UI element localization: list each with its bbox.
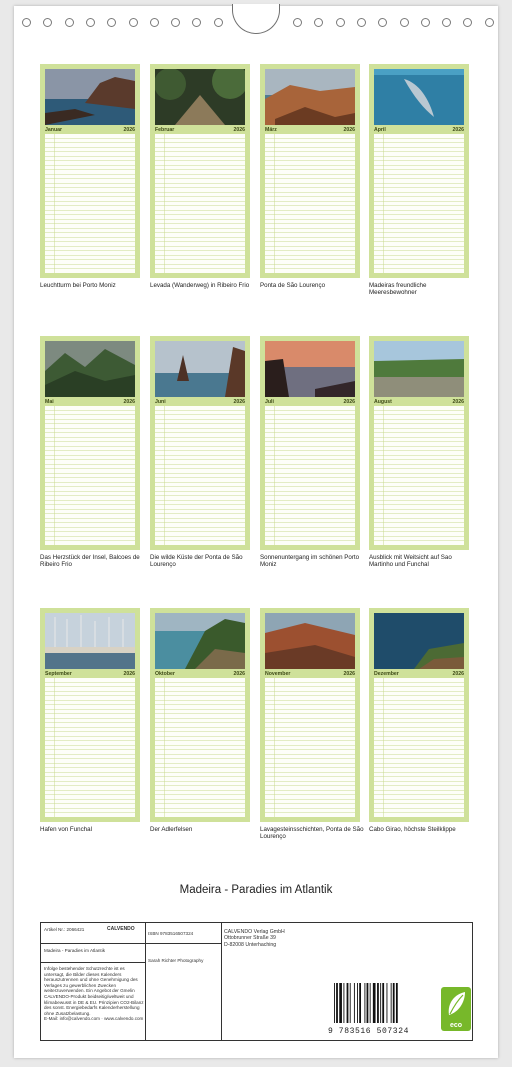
month-caption: Leuchtturm bei Porto Moniz <box>40 282 116 289</box>
month-year: 2026 <box>452 126 464 133</box>
month-header <box>265 126 355 133</box>
calvendo-logo: CALVENDO <box>107 926 135 932</box>
month-header <box>374 126 464 133</box>
day-grid <box>374 406 464 545</box>
month-name: Mai <box>45 398 54 405</box>
month-year: 2026 <box>343 670 355 677</box>
month-name: April <box>374 126 386 133</box>
month-photo <box>265 341 355 397</box>
month-card-september <box>40 608 140 822</box>
month-year: 2026 <box>343 398 355 405</box>
month-year: 2026 <box>123 398 135 405</box>
eco-label: eco <box>449 1022 463 1029</box>
binding-hole <box>314 18 323 27</box>
binding-hole <box>43 18 52 27</box>
month-caption: Madeiras freundliche Meeresbewohner <box>369 282 427 296</box>
day-grid <box>45 678 135 817</box>
binding-hole <box>293 18 302 27</box>
month-card-mai <box>40 336 140 550</box>
month-year: 2026 <box>452 670 464 677</box>
month-year: 2026 <box>123 126 135 133</box>
day-grid <box>265 134 355 273</box>
binding-hole <box>357 18 366 27</box>
binding-hole <box>214 18 223 27</box>
legal-line: Verlages zu gewerblichen Zwecken <box>44 982 117 988</box>
month-card-juli <box>260 336 360 550</box>
imprint-box <box>40 922 473 1041</box>
month-card-august <box>369 336 469 550</box>
calendar-page <box>14 6 498 1058</box>
month-caption: Die wilde Küste der Ponta de São Lourenço <box>150 554 243 568</box>
day-grid <box>374 134 464 273</box>
month-name: Januar <box>45 126 63 133</box>
month-name: Juni <box>155 398 166 405</box>
month-header <box>45 126 135 133</box>
month-caption: Levada (Wanderweg) in Ribeiro Frio <box>150 282 250 289</box>
month-header <box>265 398 355 405</box>
day-grid <box>155 406 245 545</box>
binding-hole <box>65 18 74 27</box>
month-year: 2026 <box>233 126 245 133</box>
barcode <box>334 983 424 1023</box>
month-photo <box>155 69 245 125</box>
month-caption: Ausblick mit Weitsicht auf Sao Martinho und Funchal <box>369 554 452 568</box>
month-photo <box>45 69 135 125</box>
binding-hole <box>378 18 387 27</box>
barcode-area <box>328 923 474 1040</box>
month-header <box>265 670 355 677</box>
month-card-dezember <box>369 608 469 822</box>
legal-line: CALVENDO-Produkt beidseitig/weltweit und <box>44 993 134 999</box>
barcode-number: 9 783516 507324 <box>328 1027 410 1036</box>
month-caption: Hafen von Funchal <box>40 826 92 833</box>
month-name: Dezember <box>374 670 399 677</box>
day-grid <box>45 406 135 545</box>
month-photo <box>155 341 245 397</box>
month-header <box>155 126 245 133</box>
binding-hole <box>463 18 472 27</box>
legal-line: des sonst. Energiebedarfs Kalenderherstellung <box>44 1005 140 1011</box>
publisher-line: Ottobrunner Straße 39 <box>224 935 276 942</box>
month-year: 2026 <box>233 398 245 405</box>
day-grid <box>265 678 355 817</box>
month-photo <box>155 613 245 669</box>
binding-hole <box>86 18 95 27</box>
month-caption: Cabo Girao, höchste Steilklippe <box>369 826 456 833</box>
month-year: 2026 <box>452 398 464 405</box>
binding-hole <box>442 18 451 27</box>
day-grid <box>45 134 135 273</box>
month-card-november <box>260 608 360 822</box>
legal-line: untersagt, die Bilder dieses Kalenders <box>44 971 122 977</box>
month-name: November <box>265 670 291 677</box>
leaf-icon <box>441 987 471 1021</box>
binding-hole <box>129 18 138 27</box>
binding-hole <box>421 18 430 27</box>
publisher-line: D-82008 Unterhaching <box>224 941 277 948</box>
imprint-col-article <box>41 923 146 1040</box>
photographer: Sarah Richter Photography <box>148 958 204 963</box>
month-card-februar <box>150 64 250 278</box>
month-card-april <box>369 64 469 278</box>
binding-hole <box>171 18 180 27</box>
legal-line: E-Mail: info@calvendo.com · www.calvendo.com <box>44 1016 144 1022</box>
binding-hole <box>336 18 345 27</box>
month-card-märz <box>260 64 360 278</box>
eco-badge <box>441 987 471 1031</box>
month-year: 2026 <box>343 126 355 133</box>
legal-line: Infolge bestehender Schutzrechte ist es <box>44 966 125 971</box>
month-header <box>155 670 245 677</box>
isbn-label: ISBN 9783516507324 <box>148 931 194 936</box>
legal-line: klimabewusst in DE & EU. Prinzipien CO2-Bilanz <box>44 999 144 1005</box>
binding-hole <box>192 18 201 27</box>
month-year: 2026 <box>123 670 135 677</box>
binding-hole <box>400 18 409 27</box>
month-card-oktober <box>150 608 250 822</box>
month-card-januar <box>40 64 140 278</box>
month-photo <box>374 69 464 125</box>
month-header <box>374 398 464 405</box>
publisher-address <box>224 929 285 948</box>
month-name: August <box>374 398 392 405</box>
month-name: September <box>45 670 72 677</box>
month-caption: Sonnenuntergang im schönen Porto Moniz <box>260 554 360 568</box>
legal-text <box>44 966 144 1022</box>
day-grid <box>155 134 245 273</box>
article-number: Artikel Nr.: 2066421 <box>44 927 85 932</box>
day-grid <box>374 678 464 817</box>
month-caption: Der Adlerfelsen <box>150 826 193 833</box>
publisher-line: CALVENDO Verlag GmbH <box>224 929 285 935</box>
month-header <box>155 398 245 405</box>
legal-line: weiterzuverwenden. Ein Angebot der Gmelin <box>44 988 135 994</box>
month-name: Oktober <box>155 670 175 677</box>
month-photo <box>374 341 464 397</box>
month-caption: Ponta de São Lourenço <box>260 282 326 289</box>
month-photo <box>45 613 135 669</box>
month-header <box>374 670 464 677</box>
product-name: Madeira - Paradies im Atlantik <box>44 948 106 953</box>
binding-hole <box>107 18 116 27</box>
legal-line: herauszutrennen und ohne Genehmigung des <box>44 977 138 983</box>
month-card-juni <box>150 336 250 550</box>
day-grid <box>265 406 355 545</box>
binding-hole <box>485 18 494 27</box>
binding-hole <box>150 18 159 27</box>
month-name: Juli <box>265 398 274 405</box>
month-name: März <box>265 126 277 133</box>
month-caption: Das Herzstück der Insel, Balcoes de Ribeiro Frio <box>40 554 140 568</box>
month-photo <box>45 341 135 397</box>
month-header <box>45 670 135 677</box>
binding-hole <box>22 18 31 27</box>
month-caption: Lavagesteinsschichten, Ponta de São Lourenço <box>260 826 364 840</box>
calendar-title: Madeira - Paradies im Atlantik <box>179 884 333 896</box>
month-header <box>45 398 135 405</box>
month-photo <box>265 613 355 669</box>
month-year: 2026 <box>233 670 245 677</box>
month-photo <box>374 613 464 669</box>
legal-line: ohne Zusatzbelastung. <box>44 1010 91 1016</box>
imprint-col-publisher <box>221 923 328 1040</box>
month-name: Februar <box>155 126 175 133</box>
month-photo <box>265 69 355 125</box>
imprint-col-isbn <box>145 923 222 1040</box>
day-grid <box>155 678 245 817</box>
